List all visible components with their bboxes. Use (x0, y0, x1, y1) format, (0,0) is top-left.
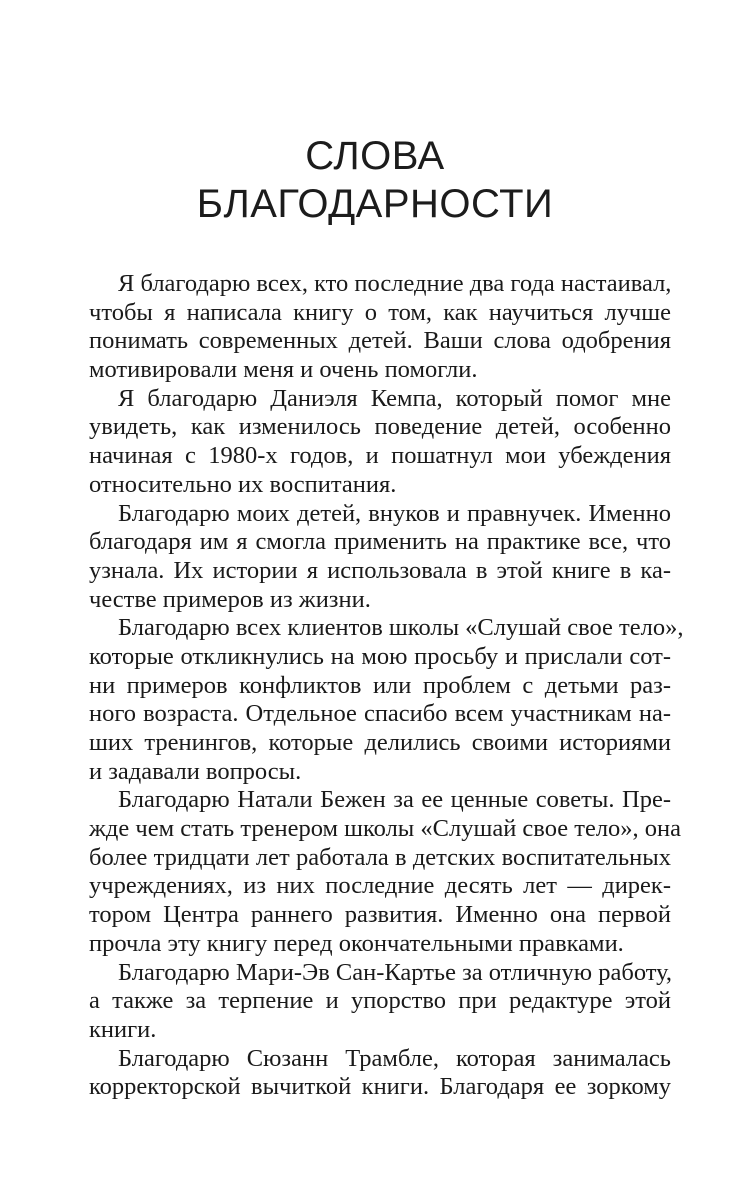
text-line: начиная с 1980-х годов, и пошатнул мои убеждения (89, 442, 671, 470)
text-line: тором Центра раннего развития. Именно она первой (89, 901, 671, 929)
text-line: а также за терпение и упорство при редактуре этой (89, 987, 671, 1015)
text-line: и задавали вопросы. (89, 757, 302, 785)
text-line: учреждениях, из них последние десять лет — дирек- (89, 872, 671, 900)
text-line: Благодарю Натали Бежен за ее ценные советы. Пре- (118, 786, 671, 814)
text-line: ших тренингов, которые делились своими историями (89, 729, 671, 756)
text-line: более тридцати лет работала в детских воспитательных (89, 843, 671, 871)
text-line: Я благодарю всех, кто последние два года настаивал, (118, 270, 672, 297)
text-line: благодаря им я смогла применить на практике все, что (89, 528, 671, 556)
text-line: узнала. Их истории я использовала в этой книге в ка- (89, 556, 671, 584)
title-line-1: СЛОВА (305, 134, 445, 178)
text-line: чтобы я написала книгу о том, как научиться лучше (89, 298, 671, 326)
text-line: ного возраста. Отдельное спасибо всем участникам на- (89, 700, 671, 728)
title-line-2: БЛАГОДАРНОСТИ (196, 182, 554, 226)
text-line: увидеть, как изменилось поведение детей, особенно (89, 413, 671, 441)
text-line: мотивировали меня и очень помогли. (89, 356, 478, 384)
text-line: прочла эту книгу перед окончательными правками. (89, 929, 624, 957)
text-line: которые откликнулись на мою просьбу и прислали сот- (89, 642, 671, 670)
text-line: книги. (89, 1015, 157, 1043)
text-line: корректорской вычиткой книги. Благодаря ее зоркому (89, 1073, 671, 1101)
text-line: ни примеров конфликтов или проблем с детьми раз- (89, 671, 671, 699)
text-line: Я благодарю Даниэля Кемпа, который помог мне (118, 384, 671, 412)
text-line: Благодарю Сюзанн Трамбле, которая занималась (118, 1044, 671, 1072)
text-line: Благодарю всех клиентов школы «Слушай свое тело», (118, 614, 684, 642)
page-title (0, 132, 750, 228)
acknowledgements-text (89, 270, 684, 1102)
text-line: Благодарю Мари-Эв Сан-Картье за отличную работу, (118, 958, 673, 986)
text-line: честве примеров из жизни. (89, 585, 371, 613)
text-line: относительно их воспитания. (89, 470, 397, 498)
text-line: понимать современных детей. Ваши слова одобрения (89, 327, 671, 355)
text-line: Благодарю моих детей, внуков и правнучек. Именно (118, 499, 671, 527)
text-line: жде чем стать тренером школы «Слушай свое тело», она (89, 815, 682, 843)
